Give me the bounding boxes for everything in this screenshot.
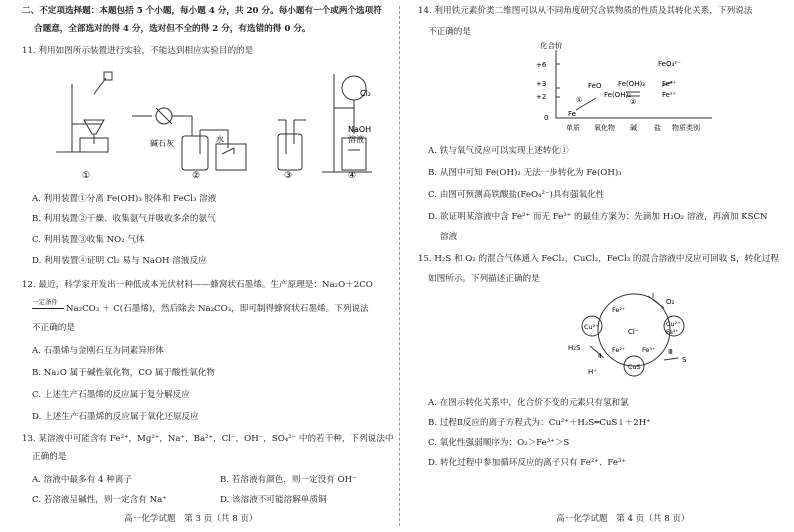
q11-stem: 11. 利用如图所示装置进行实验，不能达到相应实验目的的是 (22, 46, 254, 56)
cycle-diagram (568, 288, 718, 382)
section-heading: 二、不定项选择题：本题包括 5 个小题，每小题 4 分，共 20 分。每小题有一个或两个选项符 (22, 6, 382, 16)
q13-option-c: C. 若溶液呈碱性，则一定含有 Na⁺ (32, 495, 167, 505)
reaction-arrow (32, 308, 64, 309)
chart-ytick: +3 (536, 80, 547, 88)
q14-option-d-line2: 溶液 (440, 232, 458, 242)
diagram-step-2: Ⅱ (598, 352, 602, 360)
q13-stem-line2: 正确的是 (32, 452, 67, 462)
diagram-fe3-right: Fe³⁺ (666, 329, 679, 336)
chart-ytick: 0 (544, 114, 549, 122)
page-footer-right: 高一化学试题 第 4 页（共 8 页） (556, 514, 690, 524)
q12-option-d: D. 上述生产石墨烯的反应属于氧化还原反应 (32, 412, 199, 422)
species-fe3: Fe³⁺ (662, 80, 677, 88)
diagram-step-3: Ⅲ (668, 348, 673, 356)
q12-stem-line2: Na₂CO₃ ＋ C(石墨烯)，然后除去 Na₂CO₃，即可制得蜂窝状石墨烯。下列说法 (66, 304, 369, 314)
q15-option-a: A. 在图示转化关系中，化合价不变的元素只有氢和氯 (428, 398, 629, 408)
q11-apparatus-figure (42, 64, 372, 180)
diagram-cl: Cl⁻ (628, 328, 639, 336)
section-instructions: 合题意，全部选对的得 4 分，选对但不全的得 2 分，有选错的得 0 分。 (34, 24, 311, 34)
q14-option-a: A. 铁与氧气反应可以实现上述转化① (428, 146, 569, 156)
q15-option-d: D. 转化过程中参加循环反应的离子只有 Fe²⁺、Fe³⁺ (428, 458, 626, 468)
page-divider (399, 6, 400, 526)
q12-stem-line3: 不正确的是 (32, 323, 75, 333)
diagram-cu2-right: Cu²⁺ (666, 320, 681, 328)
q13-stem-line1: 13. 某溶液中可能含有 Fe²⁺，Mg²⁺，Na⁺，Ba²⁺，Cl⁻，OH⁻，SO₄²⁻ 中的若干种，下列说法中 (22, 434, 394, 444)
label-apparatus-2: ② (192, 171, 201, 180)
chart-xtick: 碱 (630, 124, 637, 132)
page-footer-left: 高一化学试题 第 3 页（共 8 页） (124, 514, 258, 524)
q15-option-c: C. 氧化性强弱顺序为：O₂＞Fe³⁺＞S (428, 438, 570, 448)
q13-option-b: B. 若溶液有颜色，则一定没有 OH⁻ (220, 475, 357, 485)
diagram-cu2: Cu²⁺ (584, 323, 599, 331)
q15-option-b: B. 过程Ⅱ反应的离子方程式为：Cu²⁺＋H₂S═CuS↓＋2H⁺ (428, 418, 651, 428)
q11-option-d: D. 利用装置④证明 Cl₂ 易与 NaOH 溶液反应 (32, 256, 207, 266)
chart-xtick: 氧化物 (594, 124, 615, 132)
species-feo: FeO (588, 82, 602, 90)
label-apparatus-3: ③ (284, 171, 293, 180)
label-cl2: Cl₂ (360, 89, 372, 98)
diagram-o2: O₂ (666, 298, 675, 306)
label-solution: 溶液 (348, 135, 364, 144)
q11-option-c: C. 利用装置③收集 NO₂ 气体 (32, 235, 145, 245)
q12-option-b: B. Na₂O 属于碱性氧化物，CO 属于酸性氧化物 (32, 368, 215, 378)
q14-stem-line2: 不正确的是 (428, 27, 471, 37)
species-fe: Fe (568, 110, 576, 118)
species-fe-oh-3: Fe(OH)₃ (618, 80, 645, 88)
chart-xtick: 盐 (654, 124, 661, 132)
chart-ytick: +6 (536, 61, 547, 69)
diagram-s: S (682, 356, 687, 364)
diagram-cus: CuS (628, 363, 641, 371)
page-3 (22, 0, 397, 532)
diagram-fe3: Fe³⁺ (642, 346, 656, 354)
q12-condition: 一定条件 (32, 298, 58, 306)
q14-option-b: B. 从图中可知 Fe(OH)₂ 无法一步转化为 Fe(OH)₃ (428, 168, 622, 178)
q12-option-c: C. 上述生产石墨烯的反应属于复分解反应 (32, 390, 190, 400)
q13-option-d: D. 该溶液不可能溶解单质铜 (220, 495, 327, 505)
species-fe-oh-2: Fe(OH)₂ (604, 91, 631, 99)
q14-stem-line1: 14. 利用铁元素价类二维图可以从不同角度研究含铁物质的性质及其转化关系，下列说法 (418, 6, 753, 16)
chart-ylabel: 化合价 (540, 42, 563, 50)
species-ferrate: FeO₄²⁻ (658, 60, 681, 68)
page-4 (418, 0, 793, 532)
marker-1: ① (576, 96, 583, 104)
iron-valence-class-chart (522, 42, 722, 134)
label-soda-lime: 碱石灰 (150, 139, 174, 148)
label-water: 水 (216, 135, 224, 144)
species-fe2: Fe²⁺ (662, 91, 677, 99)
diagram-h: H⁺ (588, 368, 597, 376)
diagram-fe2-top: Fe²⁺ (612, 306, 626, 314)
q14-option-c: C. 由图可预测高铁酸盐(FeO₄²⁻)具有强氧化性 (428, 190, 605, 200)
q12-option-a: A. 石墨烯与金刚石互为同素异形体 (32, 346, 164, 356)
q11-option-a: A. 利用装置①分离 Fe(OH)₃ 胶体和 FeCl₃ 溶液 (32, 194, 217, 204)
label-naoh: NaOH (348, 125, 372, 134)
q12-stem-line1: 12. 最近，科学家开发出一种低成本光伏材料——蜂窝状石墨烯。生产原理是：Na₂O＋2CO (22, 280, 373, 290)
diagram-h2s: H₂S (568, 344, 581, 352)
chart-xtick: 单质 (566, 124, 580, 132)
q13-option-a: A. 溶液中最多有 4 种离子 (32, 475, 132, 485)
chart-ytick: +2 (536, 93, 547, 101)
q15-stem-line1: 15. H₂S 和 O₂ 的混合气体通入 FeCl₂，CuCl₂，FeCl₃ 的混合溶液中反应可回收 S，转化过程 (418, 254, 780, 264)
marker-2: ② (630, 98, 637, 106)
diagram-fe2-bottom: Fe²⁺ (612, 346, 626, 354)
chart-xtick: 物质类别 (672, 124, 700, 132)
label-apparatus-1: ① (82, 171, 91, 180)
q11-option-b: B. 利用装置②干燥、收集氨气并吸收多余的氨气 (32, 214, 216, 224)
diagram-step-1: Ⅰ (652, 292, 655, 300)
q14-option-d-line1: D. 欲证明某溶液中含 Fe²⁺ 而无 Fe³⁺ 的最佳方案为：先滴加 H₂O₂ 溶液，再滴加 KSCN (428, 212, 768, 222)
q15-stem-line2: 如图所示。下列描述正确的是 (428, 274, 540, 284)
label-apparatus-4: ④ (348, 171, 357, 180)
